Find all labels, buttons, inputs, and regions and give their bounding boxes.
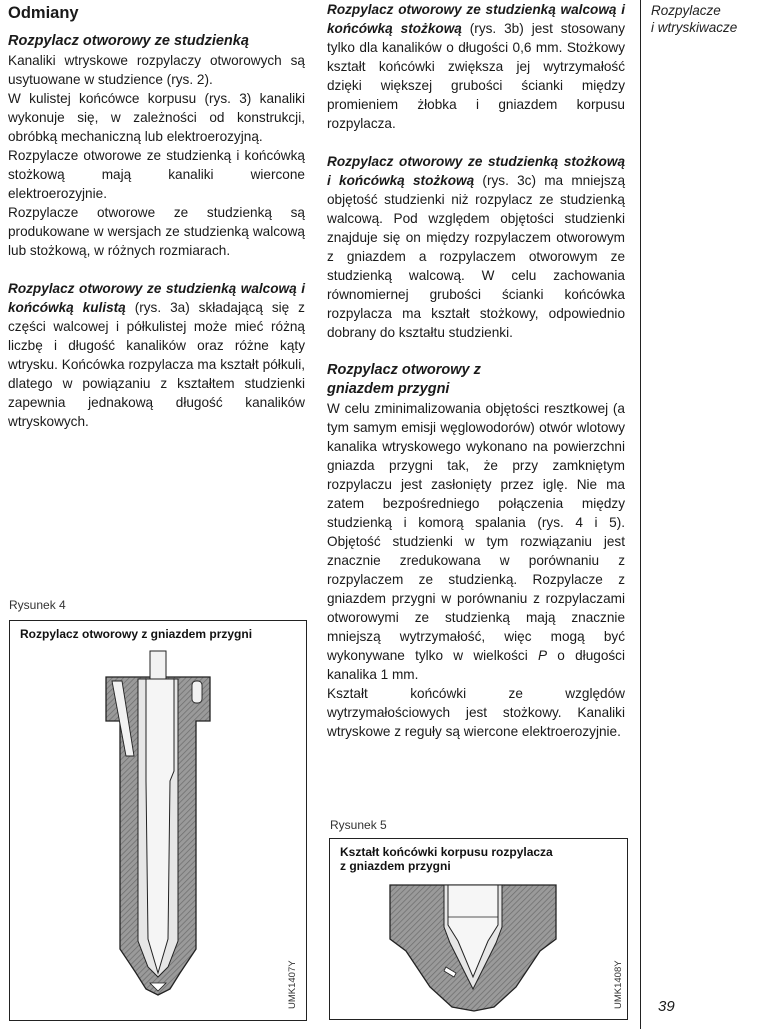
figure4-box	[9, 620, 307, 1021]
figure5-caption: Rysunek 5	[330, 818, 387, 832]
figure5-title-line1: Kształt końcówki korpusu rozpylacza	[340, 845, 553, 859]
paragraph-stozkowa-stozkowa	[327, 152, 625, 342]
figure5-tip-drawing	[330, 839, 627, 1019]
figure5-code: UMK1408Y	[613, 960, 624, 1009]
paragraph-text: (rys. 3a) składającą się z części walcowej i półkulistej może mieć różną liczbę i długość kanalików oraz różne kąty wtrysku. Końcówka rozpylacza ma kształt półkuli, dlatego w powiązaniu z kształtem studzienki zapewnia jednakową długość kanalików wtryskowych.	[8, 300, 305, 429]
figure5-box	[329, 838, 628, 1020]
figure4-code: UMK1407Y	[287, 960, 298, 1009]
figure5-title-line2: z gniazdem przygni	[340, 859, 451, 873]
running-header-line2: i wtryskiwacze	[651, 20, 738, 35]
paragraph: Kanaliki wtryskowe rozpylaczy otworowych są usytuowane w studzience (rys. 2).	[8, 53, 305, 87]
left-column	[8, 32, 305, 431]
paragraph: Kształt końcówki ze względów wytrzymałościowych jest stożkowy. Kanaliki wtryskowe z reguły są wiercone elektroerozyjnie.	[327, 686, 625, 739]
inline-heading: Rozpylacz otworowy ze studzienką walcową i końcówką kulistą	[8, 281, 305, 315]
right-column	[327, 0, 625, 741]
paragraph-walcowa-stozkowa	[327, 0, 625, 133]
paragraph: Rozpylacze otworowe ze studzienką i końcówką stożkową mają kanaliki wiercone elektroerozyjnie.	[8, 148, 305, 201]
inline-heading: Rozpylacz otworowy ze studzienką walcową i końcówką stożkową	[327, 2, 625, 36]
paragraph-walcowa-kulista	[8, 279, 305, 431]
paragraph-text: (rys. 3c) ma mniejszą objętość studzienki niż rozpylacz ze studzienką walcową. Pod względem objętości studzienki znajduje się on między rozpylaczem otworowym z gniazdem a rozpylaczem otworowym ze studzienką walcową. W celu zachowania równomiernej grubości ścianki końcówka rozpylacza ma kształt stożkowy, odpowiednio dobrany do kształtu studzienki.	[327, 173, 625, 340]
paragraph: W celu zminimalizowania objętości resztkowej (a tym samym emisji węglowodorów) otwór wlotowy kanalika wtryskowego wykonano na powierzchni gniazda przygni tak, że przy zamkniętym rozpylaczu jest zasłonięty przez iglę. Nie ma zatem bezpośredniego połączenia między studzienką i komorą spalania (rys. 4 i 5). Objętość studzienki w tym rozwiązaniu jest znacznie zredukowana w porównaniu z rozpylaczem ze studzienką. Rozpylacze z gniazdem przygni w porównaniu z rozpylaczami otworowymi ze studzienką mają znacznie mniejszą wytrzymałość, więc mogą być wykonywane tylko w wielkości P o długości kanalika 1 mm.	[327, 401, 625, 682]
subheading-studzienka: Rozpylacz otworowy ze studzienką	[8, 33, 249, 49]
running-header-line1: Rozpylacze	[651, 3, 721, 18]
subheading-gniazdo: Rozpylacz otworowy z gniazdem przygni	[327, 362, 481, 397]
running-header	[651, 2, 737, 36]
paragraph: Rozpylacze otworowe ze studzienką są produkowane w wersjach ze studzienką walcową lub stożkową, w różnych rozmiarach.	[8, 205, 305, 258]
paragraph: W kulistej końcówce korpusu (rys. 3) kanaliki wykonuje się, w zależności od konstrukcji, obróbką mechaniczną lub elektroerozyjną.	[8, 91, 305, 144]
section-title: Odmiany	[8, 4, 79, 22]
figure4-caption: Rysunek 4	[9, 598, 66, 612]
size-variable: P	[537, 648, 548, 663]
figure4-title: Rozpylacz otworowy z gniazdem przygni	[20, 627, 253, 641]
page-number: 39	[658, 998, 675, 1015]
paragraph-text: (rys. 3b) jest stosowany tylko dla kanalików o długości 0,6 mm. Stożkowy kształt końcówki zwiększa jej wytrzymałość dzięki większej grubości ścianki między promieniem żłobka i gniazdem korpusu rozpylacza.	[327, 21, 626, 131]
figure4-nozzle-drawing	[10, 621, 306, 1020]
inline-heading: Rozpylacz otworowy ze studzienką stożkową i końcówką stożkową	[327, 154, 625, 188]
column-rule	[640, 0, 641, 1029]
